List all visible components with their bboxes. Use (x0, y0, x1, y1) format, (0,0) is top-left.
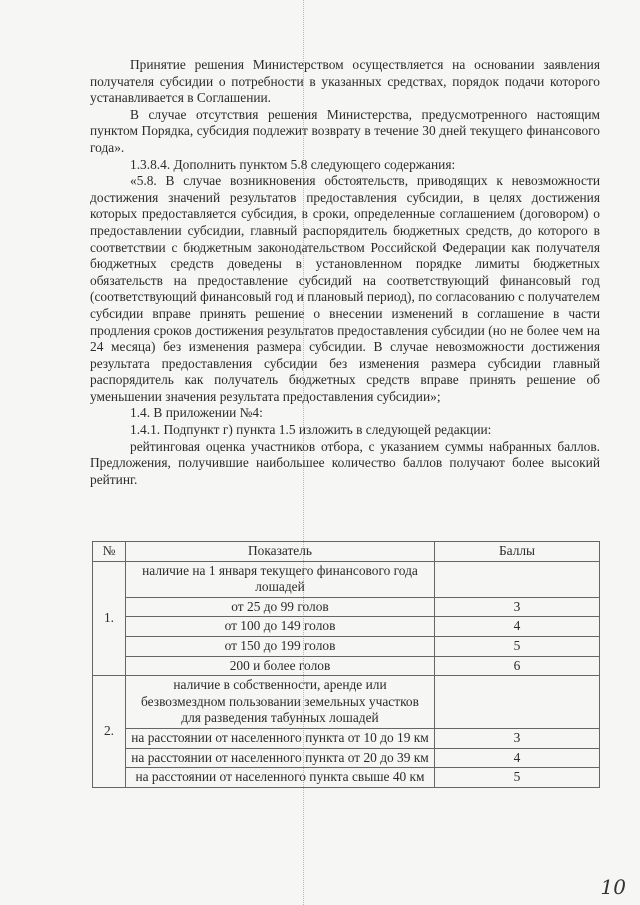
paragraph-5-8: «5.8. В случае возникновения обстоятельств, приводящих к невозможности достижения значений результатов предоставления субсидии, в целях достижения которых предоставляется субсидия, в сроки, определенные соглашением (договором) о предоставлении субсидии, главный распорядитель бюджетных средств, до которого в соответствии с бюджетным законодательством Российской Федерации как получателя бюджетных средств доведены в установленном порядке лимиты бюджетных обязательств на предоставление субсидий на соответствующий финансовый год (соответствующий финансовый год и плановый период), по согласованию с получателем субсидии вправе принять решение о внесении изменений в соглашение в части продления сроков достижения результатов предоставления субсидии (но не более чем на 24 месяца) без изменения размера субсидии. В случае невозможности достижения результата предоставления субсидии без изменения размера субсидии главный распорядитель как получатель бюджетных средств вправе принять решение об уменьшении значения результата предоставления субсидии»; (90, 173, 600, 404)
indicator-cell: на расстоянии от населенного пункта от 20 до 39 км (126, 748, 435, 768)
table-row (93, 748, 600, 768)
table-header-row (93, 542, 600, 562)
table-row (93, 656, 600, 676)
score-cell (435, 676, 600, 729)
table-row (93, 561, 600, 597)
score-cell: 5 (435, 768, 600, 788)
group-number: 1. (93, 561, 126, 676)
header-indicator: Показатель (126, 542, 435, 562)
page-number: 10 (600, 875, 626, 899)
paragraph-1-4-1: 1.4.1. Подпункт г) пункта 1.5 изложить в следующей редакции: (130, 422, 492, 438)
score-cell: 4 (435, 748, 600, 768)
indicator-cell: от 150 до 199 голов (126, 636, 435, 656)
score-cell: 4 (435, 617, 600, 637)
score-cell: 3 (435, 597, 600, 617)
paragraph-1-3-8-4: 1.3.8.4. Дополнить пунктом 5.8 следующего содержания: (130, 156, 456, 172)
table-row (93, 676, 600, 729)
table-row (93, 728, 600, 748)
indicator-cell: 200 и более голов (126, 656, 435, 676)
table-row (93, 636, 600, 656)
indicator-cell: от 25 до 99 голов (126, 597, 435, 617)
score-cell (435, 561, 600, 597)
score-cell: 5 (435, 636, 600, 656)
table-row (93, 617, 600, 637)
table-row (93, 597, 600, 617)
scoring-table (92, 541, 600, 788)
header-number: № (93, 542, 126, 562)
indicator-cell: от 100 до 149 голов (126, 617, 435, 637)
paragraph-rating: рейтинговая оценка участников отбора, с указанием суммы набранных баллов. Предложения, получившие наибольшее количество баллов получают более высокий рейтинг. (90, 438, 600, 487)
paragraph-decision-basis: Принятие решения Министерством осуществляется на основании заявления получателя субсидии о потребности в указанных средствах, порядок подачи которого устанавливается в Соглашении. (90, 57, 600, 106)
paragraph-1-4: 1.4. В приложении №4: (130, 405, 263, 421)
header-score: Баллы (435, 542, 600, 562)
paragraph-refund-clause: В случае отсутствия решения Министерства, предусмотренного настоящим пунктом Порядка, субсидия подлежит возврату в течение 30 дней текущего финансового года». (90, 106, 600, 155)
group-number: 2. (93, 676, 126, 788)
score-cell: 6 (435, 656, 600, 676)
group-title: наличие на 1 января текущего финансового года лошадей (126, 561, 435, 597)
indicator-cell: на расстоянии от населенного пункта от 10 до 19 км (126, 728, 435, 748)
document-body (90, 57, 600, 488)
table-row (93, 768, 600, 788)
group-title: наличие в собственности, аренде или безвозмездном пользовании земельных участков для разведения табунных лошадей (126, 676, 435, 729)
score-cell: 3 (435, 728, 600, 748)
indicator-cell: на расстоянии от населенного пункта свыше 40 км (126, 768, 435, 788)
